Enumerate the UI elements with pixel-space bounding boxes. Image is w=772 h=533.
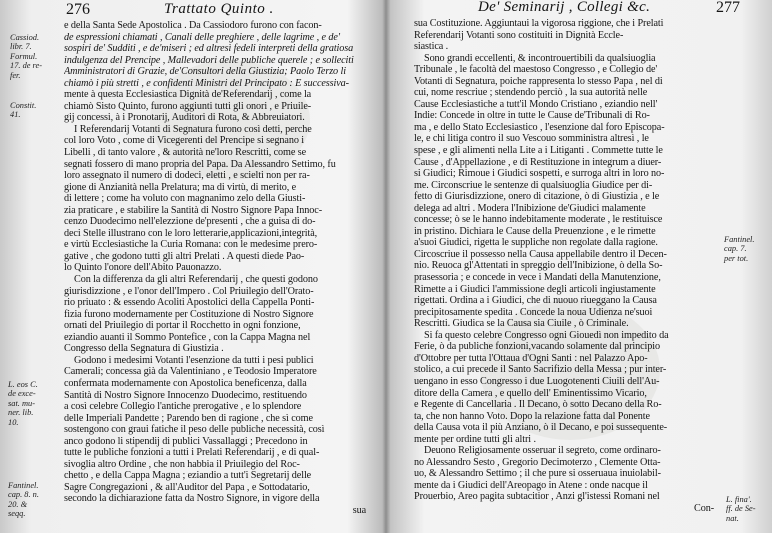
text-line: ta, che non hanno Voto. Dopo la relazione fatta dal Ponente [414, 410, 650, 422]
margin-note-line: Fantinel. [724, 235, 755, 244]
text-line: ma , e dello Stato Ecclesiastico , l'esenzione dal foro Episcopa- [414, 121, 665, 133]
text-line: stolico, a cui precede il Santo Sacrifizio della Messa ; pur inter- [414, 364, 667, 376]
text-line: siastica . [414, 41, 449, 53]
margin-note-line: sat. mu- [8, 398, 35, 408]
margin-note-line: nat. [726, 513, 739, 523]
text-line: delega ad altri . Modera l'Inibizione de'Giudici malamente [414, 202, 646, 214]
margin-note-line: L. eos C. [8, 380, 38, 389]
text-line: delle Imperiali Pandette ; Parendo ben di ragione , che sì come [64, 412, 313, 424]
text-line: Tribunale , le facoltà del maestoso Congresso , e Collegio de' [414, 64, 658, 76]
text-line: Cause , d'Appellazione , e di Restituzione in integrum a diuer- [414, 156, 662, 168]
text-line: sospiri de' Sudditi , e de'miseri ; ed altresì fedeli interpreti della gratiosa [64, 43, 354, 55]
text-line: e della Santa Sede Apostolica . Da Cassiodoro furono con facon- [64, 20, 322, 31]
right-page [386, 0, 772, 533]
text-line: sostengono con graui fatiche il peso delle publiche necessità, così [64, 424, 325, 436]
margin-note-line: Constit. [10, 101, 37, 110]
margin-note-line: Fantinel. [8, 481, 39, 490]
text-line: concesse; ò se le hanno indebitamente moderate , le restituisce [414, 214, 663, 226]
text-line: mente da i Giudici dell'Areopago in Atene : onde nacque il [414, 479, 648, 491]
text-line: Indie: Concede in oltre in tutte le Cause de'Tribunali di Ro- [414, 110, 650, 122]
text-line: gione di Anzianità nella Prelatura; ma di virtù, di merito, e [64, 181, 297, 193]
text-line: col loro Voto , come di Vicegerenti del Prencipe si segnano i [64, 135, 304, 147]
text-line: rio priuato : & essendo Acoliti Apostolici della Cappella Ponti- [64, 297, 315, 309]
text-line: segnati fossero di mano propria del Papa. Da Alessandro Settimo, fu [64, 158, 336, 170]
text-line: a'suoi Giudici, rigetta le suppliche non regolate dalla ragione. [414, 237, 658, 249]
text-line: de espressioni chiamati , Canali delle preghiere , delle lagrime , e de' [64, 31, 340, 43]
margin-note-line: ner. lib. [8, 408, 34, 418]
left-margin-note-fantinel [8, 481, 39, 519]
text-line: Godono i medesimi Votanti l'esenzione da tutti i pesi publici [74, 354, 314, 366]
text-line: ornati del Priuilegio di portar il Rocchetto in ogni fonzione, [64, 320, 301, 332]
text-line: Si fa questo celebre Congresso ogni Giouedì non impedito da [424, 329, 669, 341]
margin-note-line: cap. 7. [724, 244, 747, 254]
text-line: chiamò Sisto Quinto, furono aggiunti tutti gli onori , e Priuile- [64, 100, 312, 112]
text-line: Prouerbio, Areo pagita subtacitior , Anzi gl'istessi Romani nel [414, 491, 660, 503]
margin-note-line: ff. de Se- [726, 504, 756, 514]
text-line: e virtù Ecclesiastiche la Curia Romana: con le medesime prero- [64, 239, 318, 251]
text-line: eziandio auanti il Sommo Pontefice , con la Cappa Magna nel [64, 331, 311, 343]
text-line: ditore della Camera , e quello dell' Eminentissimo Vicario, [414, 387, 647, 399]
text-line: Rescritti. Giudica se la Causa sia Ciuile , ò Criminale. [414, 318, 629, 330]
text-line: I Referendarij Votanti di Segnatura furono così detti, perche [74, 123, 312, 135]
margin-note-line: 20. & [8, 499, 28, 509]
margin-note-line: Formul. [10, 51, 38, 61]
text-line: lo Quinto l'onore dell'Abito Pauonazzo. [64, 262, 222, 274]
text-line: cui, nome rescriue ; stendendo perciò , la sua autorità nelle [414, 87, 648, 99]
text-line: chetto , e della Cappa Magna ; eziandio a tutt'i Segretarij delle [64, 470, 312, 482]
text-line: a così celebre Collegio l'antiche prerogative , e lo splendore [64, 401, 302, 413]
text-line: sua Costituzione. Aggiuntaui la vigorosa riggione, che i Prelati [414, 18, 664, 29]
left-margin-note-cassiodoro [10, 33, 42, 80]
right-page-number: 277 [716, 0, 740, 16]
text-line: gij concessi, à i Pronotarij, Auditori di Rota, & Abbreuiatori. [64, 112, 305, 124]
text-line: confermata modernamente con Apostolica beneficenza, dalla [64, 377, 307, 389]
text-line: Congresso della Segnatura di Giustizia . [64, 343, 224, 355]
text-line: Referendarij Votanti sono costituiti in Dignità Eccle- [414, 29, 624, 41]
text-line: Santità di Nostro Signore Innocenzo Duodecimo, restituendo [64, 389, 307, 401]
right-page-body [414, 18, 718, 515]
text-line: mente per ordine tutti gli altri . [414, 433, 536, 445]
text-line: anco godono li stipendij di publici Vassallaggi ; Precedono in [64, 435, 308, 447]
text-line: prasessoria ; e concede in vece i Mandati della Manutenzione, [414, 272, 661, 284]
text-line: Sagre Congregazioni , & all'Auditor del Papa , e Sottodatario, [64, 481, 310, 493]
text-line: deci Stelle illustrano con le loro letterarie,applicazioni,integrità, [64, 227, 318, 239]
text-line: Sono grandi eccellenti, & incontrouertibili da qualsiuoglia [424, 52, 656, 64]
text-line: fetto di Giurisdizzione, onero di citazione, ò di Giustizia , e le [414, 191, 660, 203]
text-line: Circoscriue il possesso nella Causa appellabile dentro il Decen- [414, 248, 667, 260]
text-line: spese , e gli alimenti nella Lite a i Litiganti . Commette tutte le [414, 145, 663, 157]
left-margin-note-codex [8, 380, 38, 427]
text-line: uo, & Alessandro Settimo ; il che pure si osseruaua inuiolabil- [414, 468, 661, 480]
catchword: sua [352, 504, 366, 516]
margin-note-line: Cassiod. [10, 33, 40, 42]
left-page-header [66, 1, 366, 19]
margin-note-line: per tot. [724, 253, 749, 263]
text-line: uengano in esso Congresso i due Luogotenenti Ciuili dell'Au- [414, 375, 660, 387]
text-line: mente à questa Ecclesiastica Dignità de'Referendarij , come la [64, 89, 312, 101]
text-line: Camerali; concessa già da Valentiniano , e Teodosio Imperatore [64, 366, 317, 378]
text-line: indulgenza del Prencipe , Mallevadori delle publiche querele ; e solleciti [64, 54, 354, 66]
text-line: Amministratori di Grazie, de'Consultori della Giustizia; Paolo Terzo li [64, 66, 346, 78]
right-running-title: De' Seminarij , Collegi &c. [478, 0, 651, 15]
margin-note-line: libr. 7. [10, 42, 32, 52]
text-line: me. Circonscriue le sentenze di qualsiuoglia Giudice per di- [414, 179, 653, 191]
text-line: zia praticare , e stabilire la Santità di Nostro Signore Papa Innoc- [64, 204, 322, 216]
text-line: si Giudici; Rimoue i Giudici sospetti, e surroga altri in loro no- [414, 168, 665, 180]
text-line: cenzo Duodecimo nell'elezzione de'presenti , che a guisa di do- [64, 216, 316, 228]
margin-note-line: 17. de re- [10, 61, 43, 71]
text-line: no Alessandro Sesto , Gregorio Decimoterzo , Clemente Otta- [414, 456, 661, 468]
left-page-body [64, 20, 370, 517]
text-line: Rimette a i Giudici l'ammissione degli articoli ingiustamente [414, 283, 656, 295]
margin-note-line: cap. 8. n. [8, 490, 39, 500]
text-line: in pristino. Dichiara le Cause della Preuenzione , e le rimette [414, 225, 656, 237]
text-line: Libelli , di tanto valore , & autorità ne'loro Rescritti, come se [64, 147, 307, 159]
text-line: chiamò i più stretti , e confidenti Ministri del Principato : E successiva- [64, 77, 349, 89]
text-line: e Regente di Cancellaria . Il Decano, ò sotto Decano della Ro- [414, 399, 662, 411]
text-line: secondo la dichiarazione fatta da Nostro Signore, in vigore della [64, 493, 320, 505]
catchword: Con- [694, 502, 714, 514]
text-line: loro assegnato il numero di dodeci, eletti , e scielti non per ra- [64, 170, 310, 182]
margin-note-line: fer. [10, 70, 21, 80]
text-line: Cause Ecclesiastiche a tutt'il Mondo Cristiano , eziandio nell' [414, 98, 658, 110]
margin-note-line: L. fina'. [726, 495, 752, 504]
right-page-header [416, 0, 756, 17]
text-line: Con la differenza da gli altri Referendarij , che questi godono [74, 274, 318, 286]
text-line: Deuono Religiosamente osseruar il segreto, come ordinaro- [424, 445, 661, 457]
text-line: le, e chi litiga contro il suo Vescouo somministra altresì , le [414, 133, 649, 145]
left-running-title: Trattato Quinto . [164, 1, 274, 17]
text-line: d'Ottobre per tutta l'Ottaua d'Ogni Santi : nel Palazzo Apo- [414, 352, 648, 364]
left-margin-note-constit [10, 101, 36, 120]
right-margin-note-fantinel [724, 235, 754, 263]
text-line: Ferie, ò da publiche fonzioni,vacando solamente dal principio [414, 341, 660, 353]
text-line: nio. Reuoca gl'Attentati in spreggio dell'Inibizione, ò della So- [414, 260, 663, 272]
left-page-number: 276 [66, 1, 90, 18]
margin-note-line: 41. [10, 110, 21, 120]
right-margin-note-senat [726, 495, 756, 523]
text-line: della Causa vota il più Anziano, ò il Decano, e poi sussequente- [414, 422, 668, 434]
text-line: fizia furono modernamente per Costituzione di Nostro Signore [64, 308, 314, 320]
text-line: giurisdizzione , e l'onor dell'Impero . Col Priuilegio dell'Orato- [64, 285, 314, 297]
text-line: precipitosamente spedita . Concede la noua Udienza ne'suoi [414, 306, 653, 318]
text-line: gative , che godono tutti gli altri Prelati . A questi diede Pao- [64, 250, 305, 262]
margin-note-line: de exce- [8, 389, 36, 399]
text-line: Votanti di Segnatura, poiche rappresenta lo stesso Papa , nel di [414, 75, 663, 87]
text-line: tutte le publiche fonzioni a tutti i Prelati Referendarij , e di qual- [64, 447, 320, 459]
text-line: rigettati. Ordina a i Giudici, che di nuouo riueggano la Causa [414, 295, 657, 307]
margin-note-line: 10. [8, 417, 19, 427]
text-line: di lettere ; come ha voluto con magnanimo zelo della Giusti- [64, 193, 306, 205]
margin-note-line: seqq. [8, 509, 26, 519]
text-line: sivoglia altro Ordine , che non habbia il Priuilegio del Roc- [64, 458, 300, 470]
